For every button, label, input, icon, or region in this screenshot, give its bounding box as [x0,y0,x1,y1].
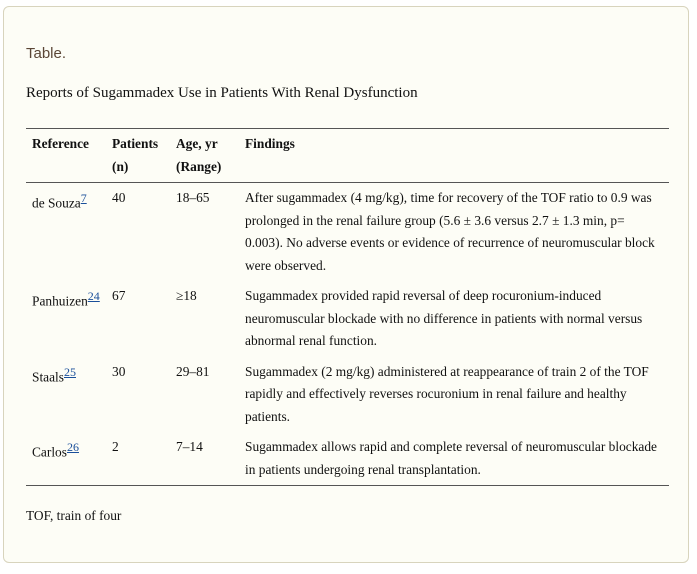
cell-age: 29–81 [176,363,210,379]
header-row [26,129,669,183]
citation-link[interactable]: 24 [87,289,100,303]
table-row [26,183,669,282]
header-patients-line2: (n) [112,158,129,174]
header-age [170,129,239,183]
cell-reference [26,281,106,357]
cell-reference [26,183,106,282]
citation-link[interactable]: 25 [64,364,76,379]
cell-age: ≥18 [176,288,197,303]
cell-reference [26,432,106,486]
table-row [26,432,669,486]
header-patients-line1: Patients [112,136,159,151]
cell-findings: Sugammadex provided rapid reversal of deep rocuronium-induced neuromuscular blockade with no difference in patients with normal versus abnormal renal function. [245,288,643,348]
cell-patients: 40 [112,190,126,205]
reference-name: de Souza [32,195,81,211]
header-age-line2: (Range) [176,158,222,174]
cell-reference [26,357,106,433]
cell-age: 7–14 [176,439,203,454]
table-row [26,281,669,357]
cell-patients: 30 [112,363,126,379]
table-label: Table. [26,45,67,62]
citation-link[interactable]: 7 [80,191,87,205]
header-age-line1: Age, yr [176,136,218,151]
header-patients [106,129,170,183]
reference-name: Staals [32,368,64,384]
cell-findings: Sugammadex allows rapid and complete reversal of neuromuscular blockade in patients undergoing renal transplantation. [245,439,657,477]
cell-age: 18–65 [176,190,210,205]
header-findings-text: Findings [245,136,295,151]
header-reference-text: Reference [32,136,89,151]
table-caption: Reports of Sugammadex Use in Patients With Renal Dysfunction [26,85,418,101]
table-footnote: TOF, train of four [26,508,122,523]
header-findings [239,129,669,183]
cell-patients: 2 [112,439,119,454]
reference-name: Panhuizen [32,293,88,309]
citation-link[interactable]: 26 [66,440,79,454]
table-row [26,357,669,433]
table-panel [3,6,689,563]
cell-findings: After sugammadex (4 mg/kg), time for recovery of the TOF ratio to 0.9 was prolonged in the renal failure group (5.6 ± 3.6 versus 2.7 ± 1.3 min, p= 0.003). No adverse events or evidence of recurrence of neuromuscular block were observed. [245,190,655,273]
cell-patients: 67 [112,288,126,303]
data-table [26,128,669,486]
cell-findings: Sugammadex (2 mg/kg) administered at reappearance of train 2 of the TOF rapidly and effectively reverses rocuronium in renal failure and healthy patients. [245,363,649,424]
reference-name: Carlos [32,444,67,460]
header-reference [26,129,106,183]
